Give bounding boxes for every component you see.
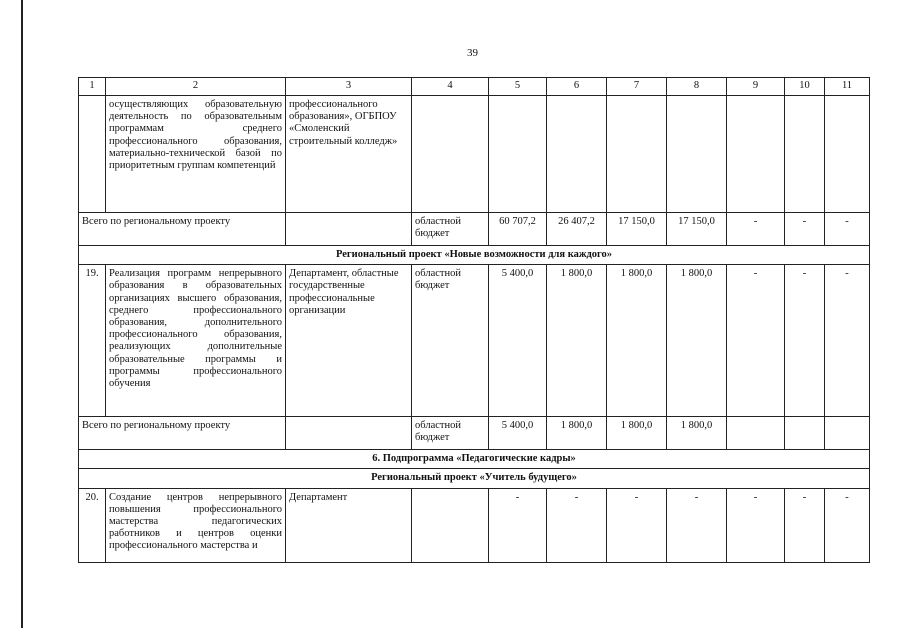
left-margin-rule: [21, 0, 23, 628]
total-row: [79, 417, 870, 450]
executor-cell: Департамент, областные государственные профессиональные организации: [286, 265, 412, 417]
funding-source: областной бюджет: [412, 265, 489, 417]
column-number-row: [79, 78, 870, 96]
executor-cell: профессионального образования», ОГБПОУ «Смоленский строительный колледж»: [286, 96, 412, 213]
row-number: 19.: [79, 265, 106, 417]
value-cell: -: [607, 488, 667, 562]
subprogram-title: 6. Подпрограмма «Педагогические кадры»: [79, 450, 870, 469]
activity-cell: Реализация программ непрерывного образования в образовательных организациях высшего образования, среднего профессионального образования, дополнительного профессионального образования, реализующих дополнительные образовательные программы и программы профессионального обучения: [106, 265, 286, 417]
column-header: 5: [489, 78, 547, 96]
total-label: Всего по региональному проекту: [79, 417, 286, 450]
value-cell: 1 800,0: [607, 265, 667, 417]
section-title: Региональный проект «Учитель будущего»: [79, 469, 870, 488]
section-title: Региональный проект «Новые возможности для каждого»: [79, 246, 870, 265]
section-row: [79, 246, 870, 265]
column-header: 1: [79, 78, 106, 96]
value-cell: 1 800,0: [547, 265, 607, 417]
subprogram-row: [79, 450, 870, 469]
value-cell: 26 407,2: [547, 213, 607, 246]
executor-cell: Департамент: [286, 488, 412, 562]
table-row: [79, 488, 870, 562]
budget-table: [78, 77, 870, 563]
value-cell: -: [785, 213, 825, 246]
value-cell: 17 150,0: [667, 213, 727, 246]
column-header: 6: [547, 78, 607, 96]
column-header: 3: [286, 78, 412, 96]
funding-source: областной бюджет: [412, 417, 489, 450]
column-header: 7: [607, 78, 667, 96]
column-header: 10: [785, 78, 825, 96]
activity-cell: осуществляющих образовательную деятельность по образовательным программам среднего профессионального образования, материально-технической базой по приоритетным группам компетенций: [106, 96, 286, 213]
value-cell: 1 800,0: [607, 417, 667, 450]
value-cell: 60 707,2: [489, 213, 547, 246]
value-cell: 1 800,0: [547, 417, 607, 450]
column-header: 11: [825, 78, 870, 96]
value-cell: 5 400,0: [489, 417, 547, 450]
column-header: 2: [106, 78, 286, 96]
row-number: 20.: [79, 488, 106, 562]
table-row: [79, 96, 870, 213]
value-cell: 5 400,0: [489, 265, 547, 417]
value-cell: 1 800,0: [667, 417, 727, 450]
total-row: [79, 213, 870, 246]
section-row: [79, 469, 870, 488]
activity-cell: Создание центров непрерывного повышения профессионального мастерства педагогических работников и центров оценки профессионального мастерства и: [106, 488, 286, 562]
total-label: Всего по региональному проекту: [79, 213, 286, 246]
value-cell: -: [727, 265, 785, 417]
value-cell: -: [547, 488, 607, 562]
value-cell: -: [825, 488, 870, 562]
table-row: [79, 265, 870, 417]
value-cell: -: [825, 265, 870, 417]
value-cell: -: [785, 488, 825, 562]
value-cell: 17 150,0: [607, 213, 667, 246]
value-cell: -: [727, 488, 785, 562]
page-number: 39: [467, 47, 478, 59]
column-header: 9: [727, 78, 785, 96]
column-header: 8: [667, 78, 727, 96]
value-cell: -: [727, 213, 785, 246]
value-cell: 1 800,0: [667, 265, 727, 417]
funding-source: областной бюджет: [412, 213, 489, 246]
value-cell: -: [785, 265, 825, 417]
value-cell: -: [489, 488, 547, 562]
column-header: 4: [412, 78, 489, 96]
value-cell: -: [825, 213, 870, 246]
value-cell: -: [667, 488, 727, 562]
